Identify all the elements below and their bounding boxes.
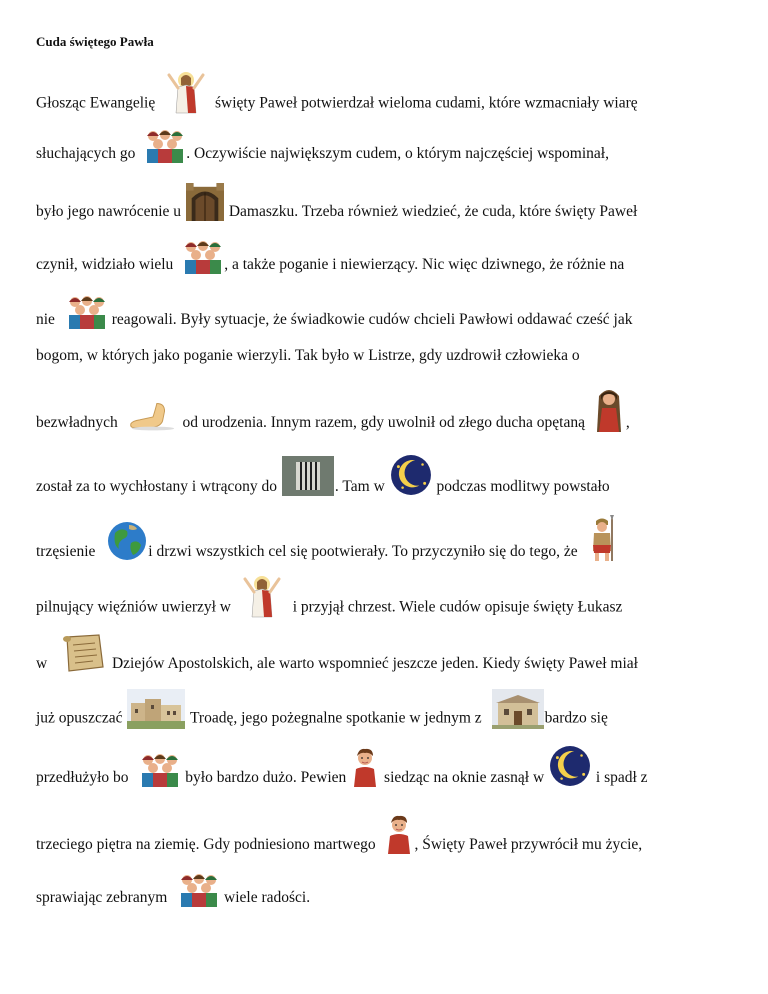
text-line-9 [36,543,619,561]
text-segment: i drzwi wszystkich cel się pootwierały. To przyczyniło się do tego, że [148,543,578,560]
foot-icon [128,415,178,431]
house-icon [492,709,544,729]
prison-cell-icon [282,478,334,496]
text-segment: trzeciego piętra na ziemię. Gdy podniesiono martwego [36,836,376,853]
text-segment: Troadę, jego pożegnalne spotkanie w jednym z [189,709,482,727]
text-segment: słuchających go [36,145,136,162]
text-segment: wiele radości. [224,889,311,906]
crowd-icon [183,256,223,274]
jesus-figure-icon [241,597,283,619]
crowd-icon [179,889,219,907]
text-segment: , a także poganie i niewierzący. Nic więc dziwnego, że różnie na [224,256,625,273]
text-segment: reagowali. Były sytuacje, że świadkowie cudów chcieli Pawłowi oddawać cześć jak [111,311,633,328]
text-line-5 [36,311,632,329]
text-line-1 [36,93,638,115]
text-segment: sprawiając zebranym [36,889,168,906]
text-segment: nie [36,311,55,328]
crowd-icon [145,145,185,163]
jesus-figure-icon [165,93,207,115]
text-line-2 [36,145,609,163]
night-moon-icon [390,478,432,496]
text-segment: było bardzo dużo. Pewien [185,769,347,786]
text-segment: pilnujący więźniów uwierzył w [36,598,231,616]
text-line-10 [36,597,622,619]
text-line-12 [36,709,608,729]
town-icon [127,709,185,729]
text-segment: . Tam w [334,478,385,495]
text-segment: bardzo się [544,709,608,727]
text-segment: trzęsienie [36,543,96,560]
page-title: Cuda świętego Pawła [36,34,154,49]
text-line-13 [36,769,648,787]
boy-icon [385,836,413,854]
text-segment: bogom, w których jako poganie wierzyli. Tak było w Listrze, gdy uzdrowił człowieka o [36,347,580,364]
text-segment: od urodzenia. Innym razem, gdy uwolnił od złego ducha opętaną [182,414,585,431]
woman-icon [593,414,625,432]
text-segment: , [625,414,630,431]
crowd-icon [140,769,180,787]
text-line-14 [36,836,642,854]
text-segment: , Święty Paweł przywrócił mu życie, [414,836,643,853]
boy-icon [351,769,379,787]
text-segment: siedząc na oknie zasnął w [384,769,545,786]
text-line-7 [36,414,630,432]
text-segment: został za to wychłostany i wtrącony do [36,478,278,495]
text-line-6 [36,347,580,365]
text-line-11 [36,655,638,673]
text-segment: w [36,655,48,672]
text-segment: czynił, widziało wielu [36,256,174,273]
text-segment: przedłużyło bo [36,769,129,786]
text-segment: święty Paweł potwierdzał wieloma cudami, które wzmacniały wiarę [214,94,638,112]
text-segment: . Oczywiście największym cudem, o którym najczęściej wspominał, [186,145,609,162]
book-scroll-icon [59,655,107,673]
crowd-icon [67,311,107,329]
text-line-3 [36,203,637,221]
text-segment: Głosząc Ewangelię [36,94,156,112]
text-segment: i spadł z [595,769,648,786]
text-line-4 [36,256,624,274]
text-segment: było jego nawrócenie u [36,203,182,220]
text-line-15 [36,889,310,907]
text-segment: podczas modlitwy powstało [436,478,610,495]
text-segment: i przyjął chrzest. Wiele cudów opisuje święty Łukasz [292,598,623,616]
night-moon-icon [549,769,591,787]
text-line-8 [36,478,610,496]
text-segment: Damaszku. Trzeba również wiedzieć, że cuda, które święty Paweł [228,203,638,220]
city-gate-icon [186,203,224,221]
roman-soldier-icon [586,543,618,561]
text-segment: Dziejów Apostolskich, ale warto wspomnieć jeszcze jeden. Kiedy święty Paweł miał [111,655,638,672]
text-segment: bezwładnych [36,414,118,431]
earth-globe-icon [107,543,147,561]
text-segment: już opuszczać [36,709,123,727]
